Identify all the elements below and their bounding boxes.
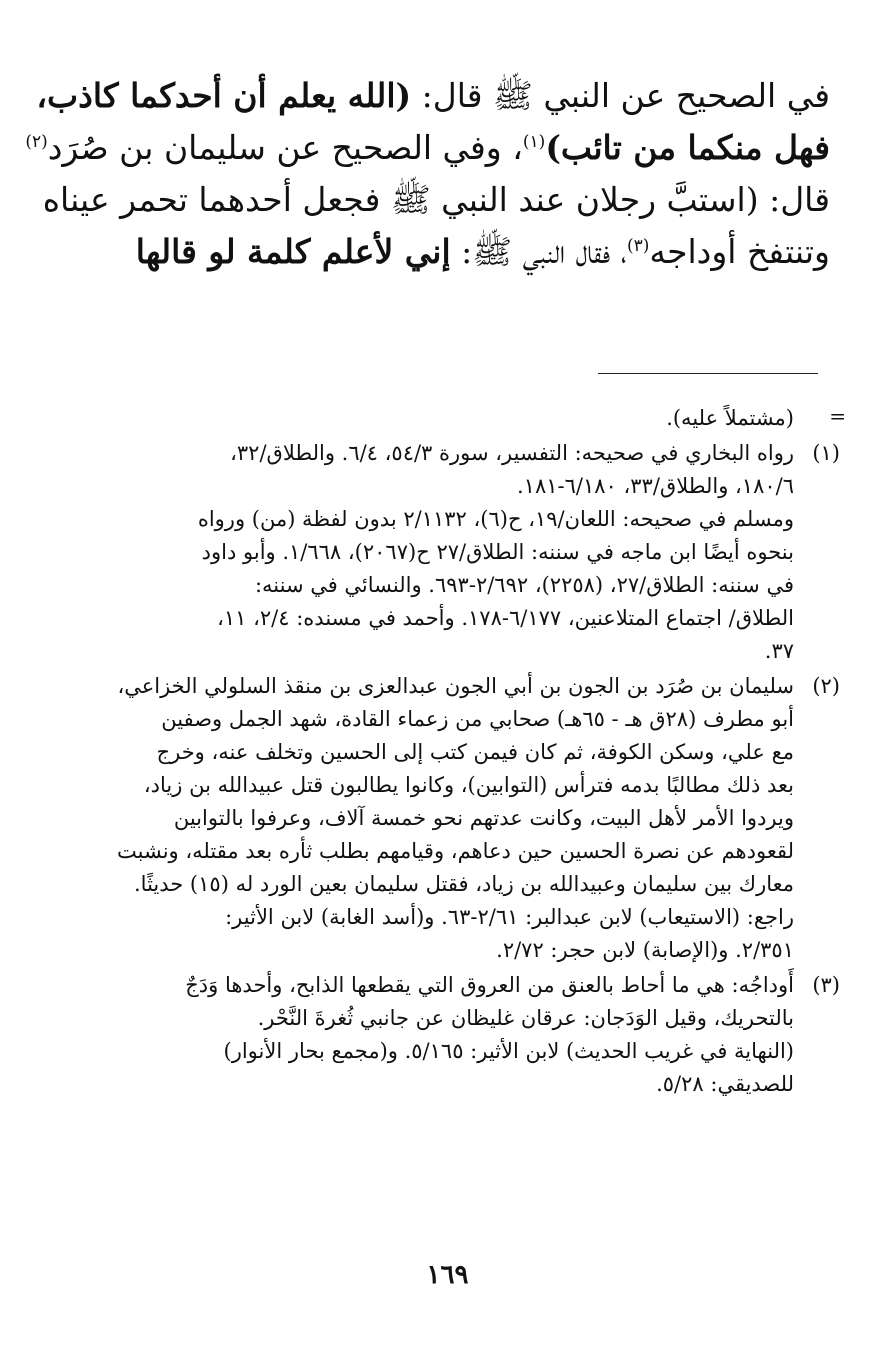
main-body-text — [25, 70, 830, 278]
footnote-reference: (١) — [522, 132, 546, 152]
footnote-body — [70, 969, 794, 1101]
footnote-line: معارك بين سليمان وعبيدالله بن زياد، فقتل سليمان بعين الورد له (١٥) حديثًا. — [134, 872, 794, 896]
footnote — [70, 969, 840, 1101]
main-text-segment: (الله يعلم أن أحدكما كاذب، — [36, 76, 412, 115]
footnote-line: الطلاق/ اجتماع المتلاعنين، ٦/١٧٧-١٧٨. وأحمد في مسنده: ٢/٤، ١١، — [217, 606, 794, 630]
footnote-body — [70, 437, 794, 668]
footnote-line: سليمان بن صُرَد بن الجون بن أبي الجون عبدالعزى بن منقذ السلولي الخزاعي، — [117, 674, 794, 698]
footnote-line: في سننه: الطلاق/٢٧، (٢٢٥٨)، ٢/٦٩٢-٦٩٣. والنسائي في سننه: — [254, 573, 794, 597]
footnote-reference: (٢) — [25, 132, 48, 152]
main-text-line — [42, 174, 830, 226]
footnote-line: لقعودهم عن نصرة الحسين حين دعاهم، وقيامهم بطلب ثأره بعد مقتله، ونشبت — [117, 839, 794, 863]
main-text-line — [36, 70, 830, 122]
continuation-mark: = — [829, 404, 846, 428]
main-text-segment: قال: (استبَّ رجلان عند النبي ﷺ فجعل أحدهما تحمر عيناه — [42, 180, 830, 219]
footnote-continuation — [70, 402, 846, 435]
footnote-line: أبو مطرف (٢٨ق هـ - ٦٥هـ) صحابي من زعماء القادة، شهد الجمل وصفين — [161, 707, 794, 731]
footnote-line: أَوداجُه: هي ما أحاط بالعنق من العروق التي يقطعها الذابح، وأحدها وَدَجٌ — [185, 973, 794, 997]
footnote-number: (١) — [812, 441, 840, 465]
main-text-line — [25, 122, 830, 174]
footnote-line: ٣٧. — [764, 639, 794, 663]
footnote-line: راجع: (الاستيعاب) لابن عبدالبر: ٢/٦١-٦٣. و(أسد الغابة) لابن الأثير: — [225, 905, 794, 929]
footnote-line: ومسلم في صحيحه: اللعان/١٩، ح(٦)، ٢/١١٣٢ بدون لفظة (من) ورواه — [197, 507, 794, 531]
main-text-segment: فهل منكما من تائب) — [545, 128, 830, 167]
footnote-reference: (٣) — [626, 236, 650, 256]
footnote-body — [70, 670, 794, 967]
main-text-segment: وتنتفخ أوداجه — [649, 232, 830, 271]
footnote-line: رواه البخاري في صحيحه: التفسير، سورة ٥٤/٣، ٦/٤. والطلاق/٣٢، — [230, 441, 794, 465]
footnote-line: ويردوا الأمر لأهل البيت، وكانت عدتهم نحو خمسة آلاف، وعرفوا بالتوابين — [173, 806, 794, 830]
footnote-number: (٢) — [812, 674, 840, 698]
main-text-segment: في الصحيح عن النبي ﷺ قال: — [411, 76, 830, 115]
page-number: ١٦٩ — [426, 1260, 469, 1290]
main-text-segment: إني لأعلم كلمة لو قالها — [135, 232, 451, 271]
main-text-segment: ، فقال النبي ﷺ: — [450, 232, 627, 271]
footnote-line: (النهاية في غريب الحديث) لابن الأثير: ٥/١٦٥. و(مجمع بحار الأنوار) — [223, 1039, 794, 1063]
footnotes-section — [70, 402, 846, 1103]
continuation-text: (مشتملاً عليه). — [666, 406, 794, 430]
footnote-line: بنحوه أيضًا ابن ماجه في سننه: الطلاق/٢٧ ح(٢٠٦٧)، ١/٦٦٨. وأبو داود — [201, 540, 794, 564]
footnote-number: (٣) — [812, 973, 840, 997]
main-text-segment: ، وفي الصحيح عن سليمان بن صُرَد — [47, 128, 523, 167]
footnote — [70, 670, 840, 967]
footnote-separator-rule — [598, 373, 818, 374]
footnote-line: ٢/٣٥١. و(الإصابة) لابن حجر: ٢/٧٢. — [496, 938, 794, 962]
main-text-line — [70, 226, 830, 278]
footnote-line: ١٨٠/٦، والطلاق/٣٣، ٦/١٨٠-١٨١. — [516, 474, 794, 498]
footnote-line: مع علي، وسكن الكوفة، ثم كان فيمن كتب إلى الحسين وتخلف عنه، وخرج — [156, 740, 794, 764]
footnote-line: بالتحريك، وقيل الوَدَجان: عرقان غليظان عن جانبي ثُغرةَ النَّحْر. — [257, 1006, 794, 1030]
footnote-line: للصديقي: ٥/٢٨. — [656, 1072, 794, 1096]
footnote — [70, 437, 840, 668]
footnote-line: بعد ذلك مطالبًا بدمه فترأس (التوابين)، وكانوا يطالبون قتل عبيدالله بن زياد، — [143, 773, 794, 797]
